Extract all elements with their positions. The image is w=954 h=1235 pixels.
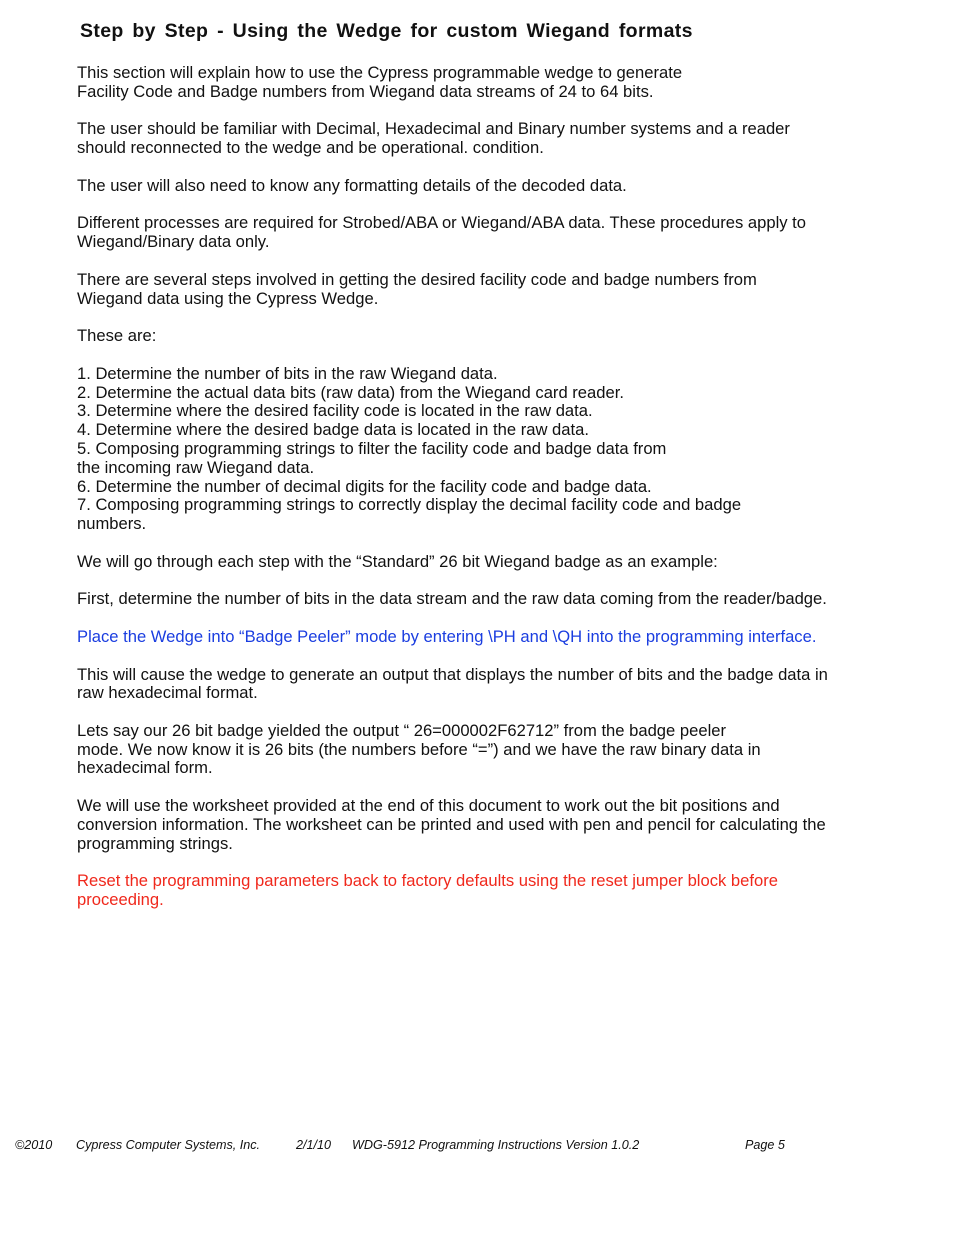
prerequisites-paragraph: The user should be familiar with Decimal, Hexadecimal and Binary number systems and a reader should reconnected to the wedge and be operational. condition. [77,119,790,158]
list-item: 6. Determine the number of decimal digits for the facility code and badge data. [77,476,652,496]
badge-output-paragraph: Lets say our 26 bit badge yielded the output “ 26=000002F62712” from the badge peeler mode. We now know it is 26 bits (the numbers before “=”) and we have the raw binary data in hexadecimal form. [77,720,761,778]
formatting-paragraph: The user will also need to know any formatting details of the decoded data. [77,175,627,195]
list-item: 1. Determine the number of bits in the raw Wiegand data. [77,363,498,383]
list-item: 3. Determine where the desired facility code is located in the raw data. [77,401,593,421]
badge-peeler-instruction: Place the Wedge into “Badge Peeler” mode by entering \PH and \QH into the programming interface. [77,626,817,646]
footer-copyright: ©2010 [15,1138,53,1152]
footer-page-number: Page 5 [745,1138,785,1152]
example-paragraph: We will go through each step with the “Standard” 26 bit Wiegand badge as an example: [77,551,718,571]
list-item: 4. Determine where the desired badge data is located in the raw data. [77,420,589,440]
list-item: 5. Composing programming strings to filter the facility code and badge data from the incoming raw Wiegand data. [77,438,667,477]
reset-warning: Reset the programming parameters back to factory defaults using the reset jumper block before proceeding. [77,871,778,910]
output-paragraph: This will cause the wedge to generate an output that displays the number of bits and the badge data in raw hexadecimal format. [77,664,828,703]
intro-paragraph: This section will explain how to use the Cypress programmable wedge to generate Facility Code and Badge numbers from Wiegand data streams of 24 to 64 bits. [77,63,683,101]
footer-document-title: WDG-5912 Programming Instructions Version 1.0.2 [352,1138,640,1152]
footer-company: Cypress Computer Systems, Inc. [76,1138,261,1152]
list-item: 7. Composing programming strings to correctly display the decimal facility code and badge numbers. [77,495,742,534]
document-body [77,64,917,929]
steps-list [77,365,917,534]
worksheet-paragraph: We will use the worksheet provided at the end of this document to work out the bit positions and conversion information. The worksheet can be printed and used with pen and pencil for calculating the programming strings. [77,796,826,853]
steps-intro-paragraph: There are several steps involved in getting the desired facility code and badge numbers from Wiegand data using the Cypress Wedge. [77,269,757,308]
these-are-label: These are: [77,326,157,346]
footer-date: 2/1/10 [296,1138,332,1152]
list-item: 2. Determine the actual data bits (raw data) from the Wiegand card reader. [77,382,624,402]
page-title: Step by Step - Using the Wedge for custom Wiegand formats [80,20,693,42]
first-step-paragraph: First, determine the number of bits in the data stream and the raw data coming from the reader/badge. [77,589,827,609]
processes-paragraph: Different processes are required for Strobed/ABA or Wiegand/ABA data. These procedures apply to Wiegand/Binary data only. [77,213,807,252]
